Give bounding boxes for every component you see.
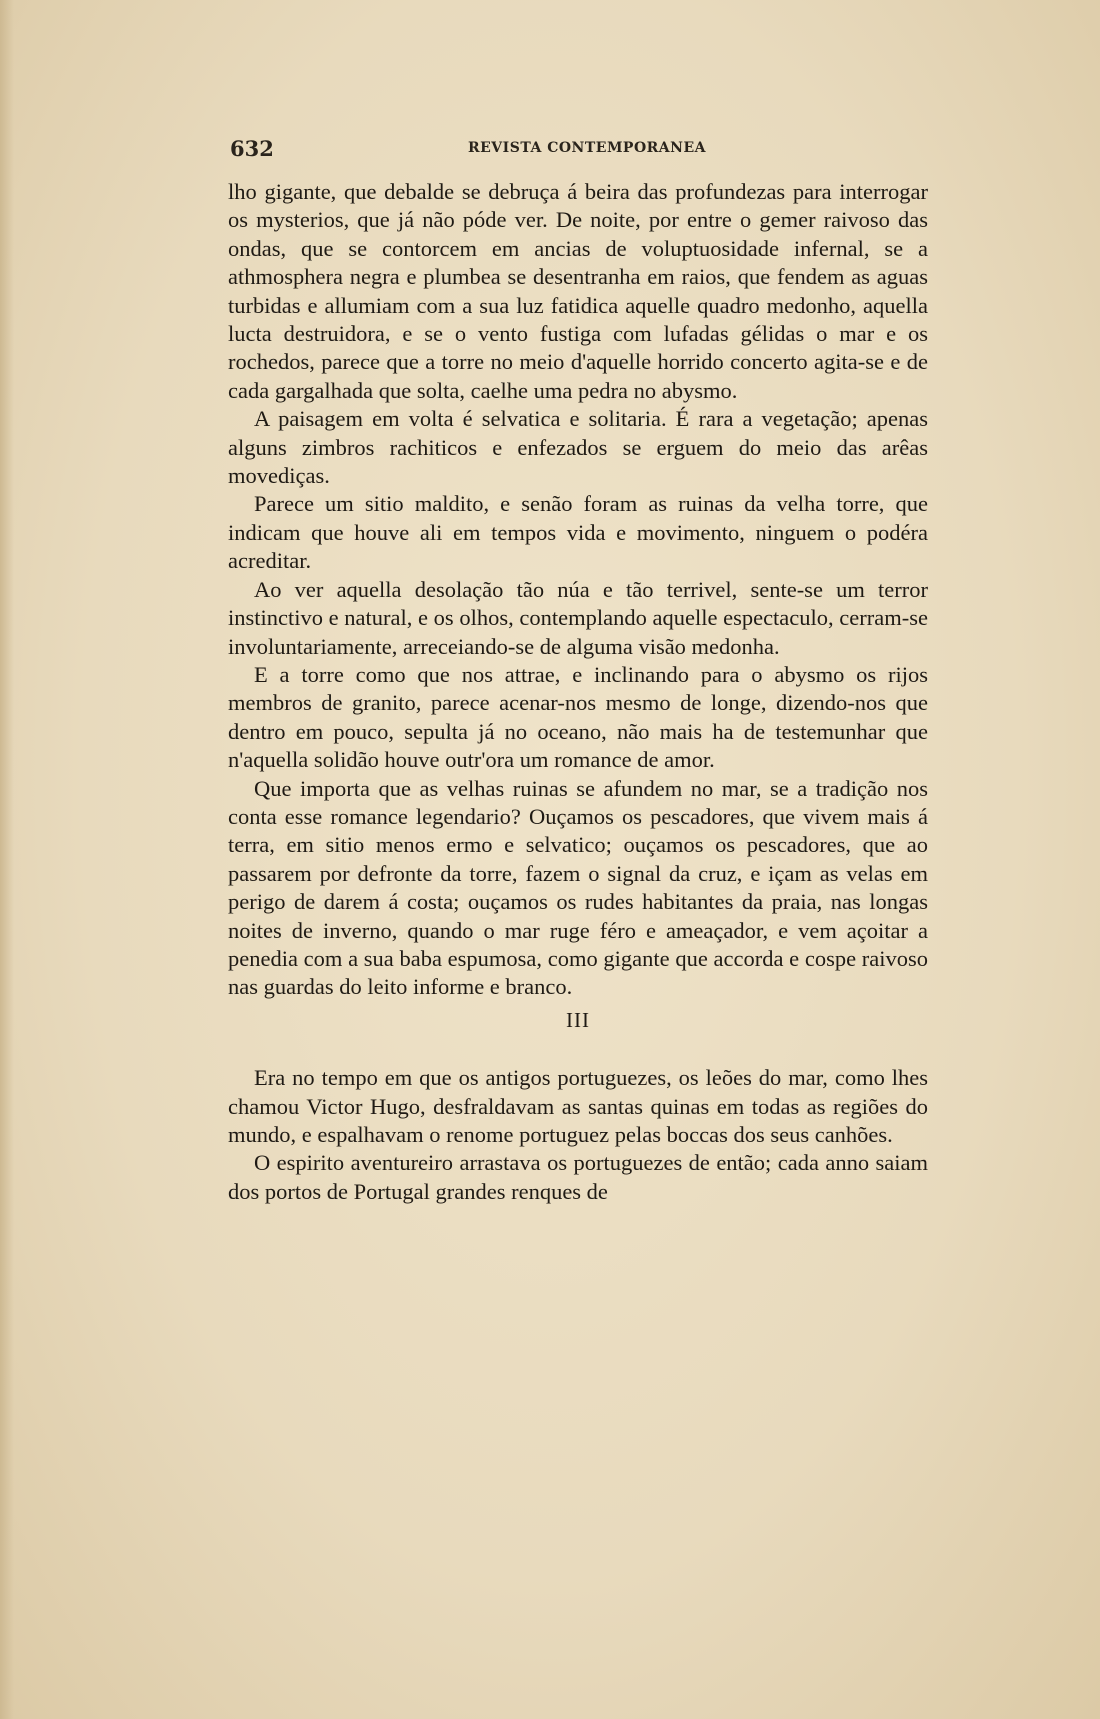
paragraph: Era no tempo em que os antigos portuguezes, os leões do mar, como lhes chamou Victor Hugo, desfraldavam as santas quinas em todas as regiões do mundo, e espalhavam o renome portuguez pelas boccas dos seus canhões. <box>228 1065 928 1147</box>
paragraph: E a torre como que nos attrae, e inclinando para o abysmo os rijos membros de granito, parece acenar-nos mesmo de longe, dizendo-nos que dentro em pouco, sepulta já no oceano, não mais ha de testemunhar que n'aquella solidão houve outr'ora um romance de amor. <box>228 661 928 773</box>
paragraph: Que importa que as velhas ruinas se afundem no mar, se a tradição nos conta esse romance legendario? Ouçamos os pescadores, que vivem mais á terra, em sitio menos ermo e selvatico; ouçamos os pescadores, que ao passarem por defronte da torre, fazem o signal da cruz, e içam as velas em perigo de darem á costa; ouçamos os rudes habitantes da praia, nas longas noites de inverno, quando o mar ruge féro e ameaçador, e vem açoitar a penedia com a sua baba espumosa, como gigante que accorda e cospe raivoso nas guardas do leito informe e branco. <box>228 775 928 1000</box>
paragraph: A paisagem em volta é selvatica e solitaria. É rara a vegetação; apenas alguns zimbros rachiticos e enfezados se erguem do meio das arêas movediças. <box>228 406 928 489</box>
page-number: 632 <box>230 136 274 161</box>
paragraph: Ao ver aquella desolação tão núa e tão terrivel, sente-se um terror instinctivo e natural, e os olhos, contemplando aquelle espectaculo, cerram-se involuntariamente, arreceiando-se de alguma visão medonha. <box>228 576 928 659</box>
body-text <box>228 178 928 1206</box>
paragraph: Parece um sitio maldito, e senão foram as ruinas da velha torre, que indicam que houve ali em tempos vida e movimento, ninguem o podéra acreditar. <box>228 491 928 574</box>
page-edge-shadow <box>0 0 14 1719</box>
section-heading: III <box>566 1007 590 1032</box>
page-header <box>230 136 930 160</box>
running-title: REVISTA CONTEMPORANEA <box>468 140 706 156</box>
paragraph: O espirito aventureiro arrastava os portuguezes de então; cada anno saiam dos portos de Portugal grandes renques de <box>228 1150 928 1204</box>
paragraph: lho gigante, que debalde se debruça á beira das profundezas para interrogar os mysterios, que já não póde ver. De noite, por entre o gemer raivoso das ondas, que se contorcem em ancias de voluptuosidade infernal, se a athmosphera negra e plumbea se desentranha em raios, que fendem as aguas turbidas e allumiam com a sua luz fatidica aquelle quadro medonho, aquella lucta destruidora, e se o vento fustiga com lufadas gélidas o mar e os rochedos, parece que a torre no meio d'aquelle horrido concerto agita-se e de cada gargalhada que solta, caelhe uma pedra no abysmo. <box>228 179 928 403</box>
